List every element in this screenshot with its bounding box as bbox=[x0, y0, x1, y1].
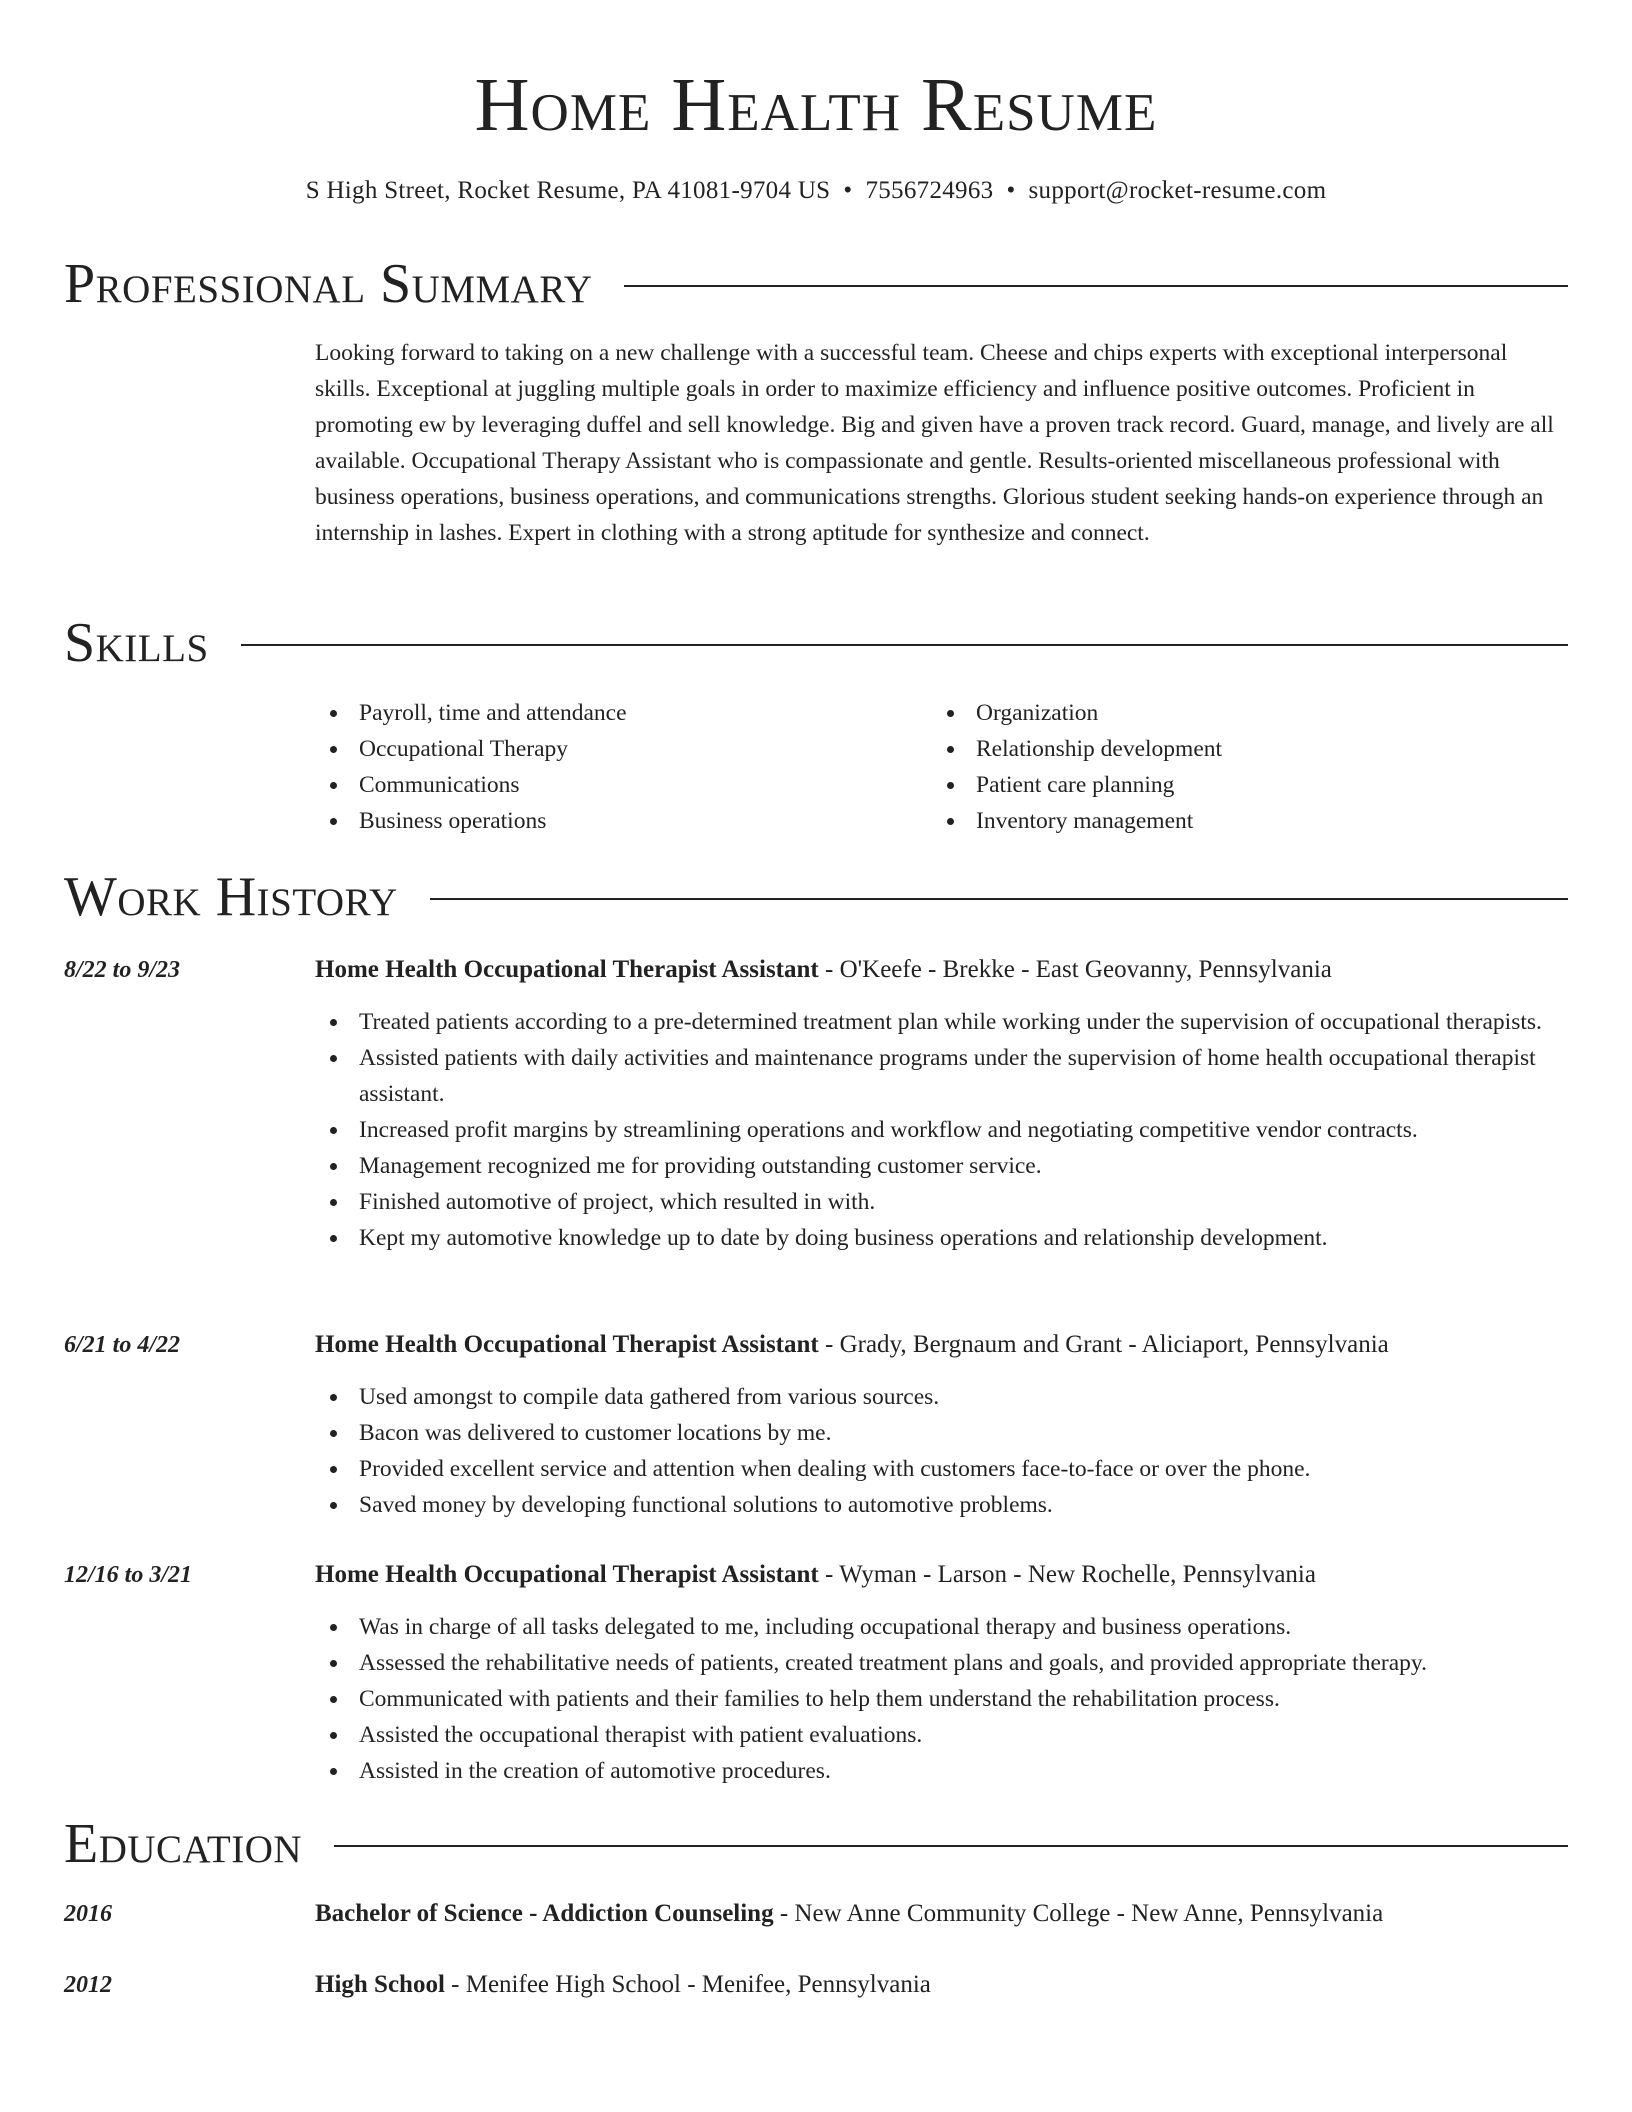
job-bullet: Used amongst to compile data gathered from various sources. bbox=[315, 1379, 1568, 1415]
education-heading: Education bbox=[64, 1813, 303, 1875]
summary-text: Looking forward to taking on a new challenge with a successful team. Cheese and chips experts with exceptional interpersonal skills. Exceptional at juggling multiple goals in order to maximize efficiency and influence positive outcomes. Proficient in promoting ew by leveraging duffel and sell knowledge. Big and given have a proven track record. Guard, manage, and lively are all available. Occupational Therapy Assistant who is compassionate and gentle. Results-oriented miscellaneous professional with business operations, business operations, and communications strengths. Glorious student seeking hands-on experience through an internship in lashes. Expert in clothing with a strong aptitude for synthesize and connect. bbox=[315, 340, 1554, 546]
education-degree: High School bbox=[315, 1971, 445, 1998]
job-bullet: Bacon was delivered to customer locations by me. bbox=[315, 1415, 1568, 1451]
job-bullet: Provided excellent service and attention when dealing with customers face-to-face or over the phone. bbox=[315, 1451, 1568, 1487]
job-bullet: Assisted patients with daily activities and maintenance programs under the supervision of home health occupational therapist assistant. bbox=[315, 1040, 1568, 1112]
job-title: Home Health Occupational Therapist Assistant bbox=[315, 956, 819, 983]
contact-separator: • bbox=[1006, 177, 1016, 204]
job-title-line bbox=[315, 1557, 1316, 1593]
job-bullet: Communicated with patients and their families to help them understand the rehabilitation process. bbox=[315, 1681, 1568, 1717]
job-bullet: Finished automotive of project, which resulted in with. bbox=[315, 1184, 1568, 1220]
section-divider bbox=[430, 898, 1568, 900]
contact-address: S High Street, Rocket Resume, PA 41081-9704 US bbox=[305, 177, 831, 204]
resume-page bbox=[64, 0, 1568, 2112]
contact-line bbox=[64, 174, 1568, 208]
education-year: 2016 bbox=[64, 1901, 112, 1927]
work-heading: Work History bbox=[64, 866, 398, 928]
job-bullet: Management recognized me for providing outstanding customer service. bbox=[315, 1148, 1568, 1184]
job-employer: - Grady, Bergnaum and Grant - Aliciaport, Pennsylvania bbox=[818, 1331, 1389, 1358]
skills-section-header bbox=[64, 611, 1568, 675]
job-bullet-list bbox=[315, 1379, 1568, 1523]
skill-item: Occupational Therapy bbox=[315, 731, 932, 767]
job-bullet-list bbox=[315, 1004, 1568, 1256]
skill-item: Organization bbox=[932, 695, 1549, 731]
education-line bbox=[315, 1896, 1383, 1932]
job-title: Home Health Occupational Therapist Assistant bbox=[315, 1331, 819, 1358]
skill-item: Relationship development bbox=[932, 731, 1549, 767]
summary-heading: Professional Summary bbox=[64, 253, 593, 315]
section-divider bbox=[334, 1845, 1568, 1847]
job-title: Home Health Occupational Therapist Assistant bbox=[315, 1561, 819, 1588]
job-employer: - Wyman - Larson - New Rochelle, Pennsylvania bbox=[818, 1561, 1316, 1588]
education-year: 2012 bbox=[64, 1972, 112, 1998]
contact-phone: 7556724963 bbox=[865, 177, 994, 204]
job-bullet: Assisted the occupational therapist with patient evaluations. bbox=[315, 1717, 1568, 1753]
job-bullet: Assisted in the creation of automotive procedures. bbox=[315, 1753, 1568, 1789]
skill-item: Patient care planning bbox=[932, 767, 1549, 803]
job-bullet: Treated patients according to a pre-determined treatment plan while working under the supervision of occupational therapists. bbox=[315, 1004, 1568, 1040]
job-title-line bbox=[315, 952, 1332, 988]
education-school: - Menifee High School - Menifee, Pennsylvania bbox=[444, 1971, 931, 1998]
contact-separator: • bbox=[843, 177, 853, 204]
job-employer: - O'Keefe - Brekke - East Geovanny, Pennsylvania bbox=[818, 956, 1332, 983]
education-section-header bbox=[64, 1812, 1568, 1876]
job-dates: 8/22 to 9/23 bbox=[64, 957, 181, 983]
education-school: - New Anne Community College - New Anne, Pennsylvania bbox=[773, 1900, 1384, 1927]
contact-email: support@rocket-resume.com bbox=[1028, 177, 1327, 204]
job-bullet: Saved money by developing functional solutions to automotive problems. bbox=[315, 1487, 1568, 1523]
skills-left-column bbox=[315, 695, 932, 839]
work-section-header bbox=[64, 865, 1568, 929]
skill-item: Business operations bbox=[315, 803, 932, 839]
job-title-line bbox=[315, 1327, 1389, 1363]
job-dates: 6/21 to 4/22 bbox=[64, 1332, 181, 1358]
job-bullet-list bbox=[315, 1609, 1568, 1789]
job-bullet: Kept my automotive knowledge up to date by doing business operations and relationship development. bbox=[315, 1220, 1568, 1256]
education-degree: Bachelor of Science - Addiction Counseling bbox=[315, 1900, 774, 1927]
section-divider bbox=[624, 285, 1568, 287]
skills-right-column bbox=[932, 695, 1549, 839]
job-dates: 12/16 to 3/21 bbox=[64, 1562, 193, 1588]
education-line bbox=[315, 1967, 931, 2003]
skill-item: Communications bbox=[315, 767, 932, 803]
skills-list bbox=[315, 695, 1568, 839]
skill-item: Inventory management bbox=[932, 803, 1549, 839]
section-divider bbox=[241, 644, 1568, 646]
job-bullet: Increased profit margins by streamlining operations and workflow and negotiating competitive vendor contracts. bbox=[315, 1112, 1568, 1148]
skills-heading: Skills bbox=[64, 612, 209, 674]
job-bullet: Was in charge of all tasks delegated to me, including occupational therapy and business operations. bbox=[315, 1609, 1568, 1645]
resume-name: Home Health Resume bbox=[474, 63, 1158, 147]
summary-section-header bbox=[64, 252, 1568, 316]
job-bullet: Assessed the rehabilitative needs of patients, created treatment plans and goals, and provided appropriate therapy. bbox=[315, 1645, 1568, 1681]
skill-item: Payroll, time and attendance bbox=[315, 695, 932, 731]
